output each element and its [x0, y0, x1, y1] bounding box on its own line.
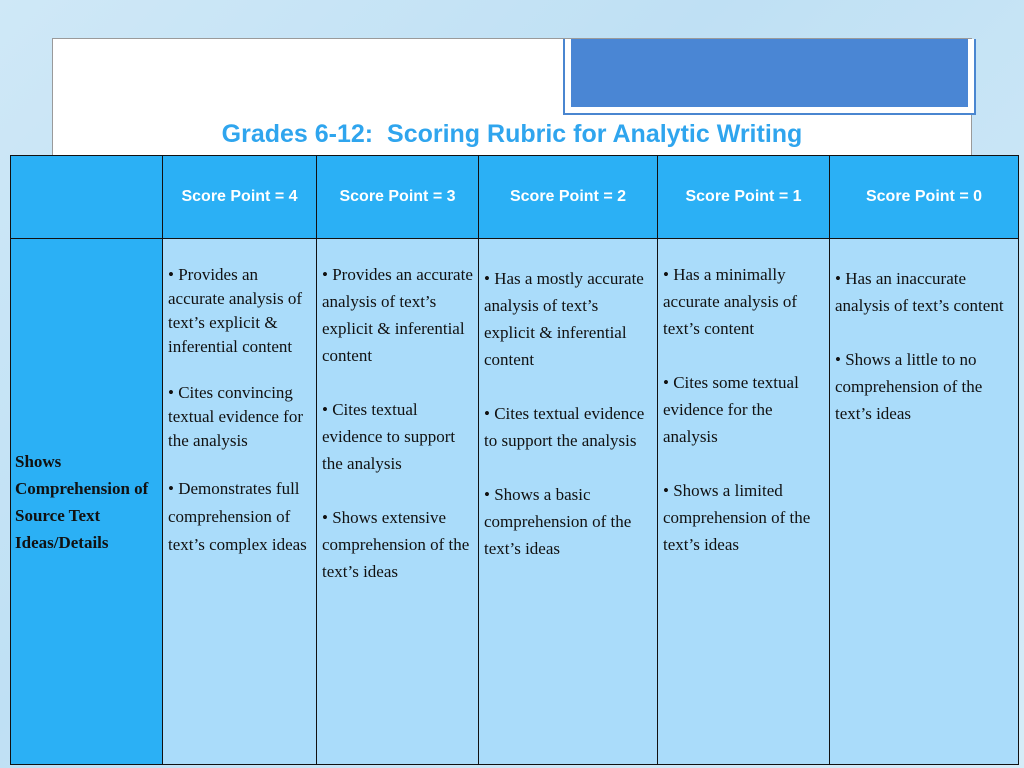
cell-score-2: [479, 239, 658, 765]
criterion-bullet: • Shows a basic comprehension of the text’s ideas: [484, 485, 632, 558]
cell-score-3: [317, 239, 479, 765]
cell-score-0: [830, 239, 1019, 765]
rubric-row-comprehension: [11, 239, 1019, 765]
rubric-table: [10, 155, 1019, 765]
column-header-score-1: Score Point = 1: [658, 156, 830, 239]
criterion-bullet: • Has a minimally accurate analysis of text’s content: [663, 265, 798, 338]
header-accent-frame: [563, 39, 976, 115]
cell-score-4: [163, 239, 317, 765]
header-accent-bar: [571, 39, 968, 107]
criterion-bullet: • Cites convincing textual evidence for the analysis: [168, 383, 303, 450]
cell-score-1: [658, 239, 830, 765]
criterion-bullet: • Shows extensive comprehension of the text’s ideas: [322, 508, 470, 581]
slide-title: Grades 6-12: Scoring Rubric for Analytic Writing: [221, 120, 803, 148]
column-header-score-3: Score Point = 3: [317, 156, 479, 239]
corner-cell: [11, 156, 163, 239]
criterion-bullet: • Cites some textual evidence for the analysis: [663, 373, 799, 446]
criterion-bullet: • Cites textual evidence to support the analysis: [484, 404, 645, 450]
criterion-bullet: • Provides an accurate analysis of text’s explicit & inferential content: [168, 265, 303, 356]
criterion-bullet: • Provides an accurate analysis of text’s explicit & inferential content: [322, 265, 473, 365]
criterion-bullet: • Demonstrates full comprehension of text’s complex ideas: [168, 479, 307, 554]
criterion-bullet: • Has a mostly accurate analysis of text’s explicit & inferential content: [484, 269, 644, 369]
criterion-bullet: • Shows a limited comprehension of the text’s ideas: [663, 481, 811, 554]
rubric-header-row: [11, 156, 1019, 239]
row-header-comprehension: Shows Comprehension of Source Text Ideas/Details: [11, 239, 163, 765]
criterion-bullet: • Shows a little to no comprehension of the text’s ideas: [835, 350, 983, 423]
column-header-score-0: Score Point = 0: [830, 156, 1019, 239]
column-header-score-4: Score Point = 4: [163, 156, 317, 239]
column-header-score-2: Score Point = 2: [479, 156, 658, 239]
criterion-bullet: • Cites textual evidence to support the analysis: [322, 400, 456, 473]
criterion-bullet: • Has an inaccurate analysis of text’s content: [835, 269, 1004, 315]
